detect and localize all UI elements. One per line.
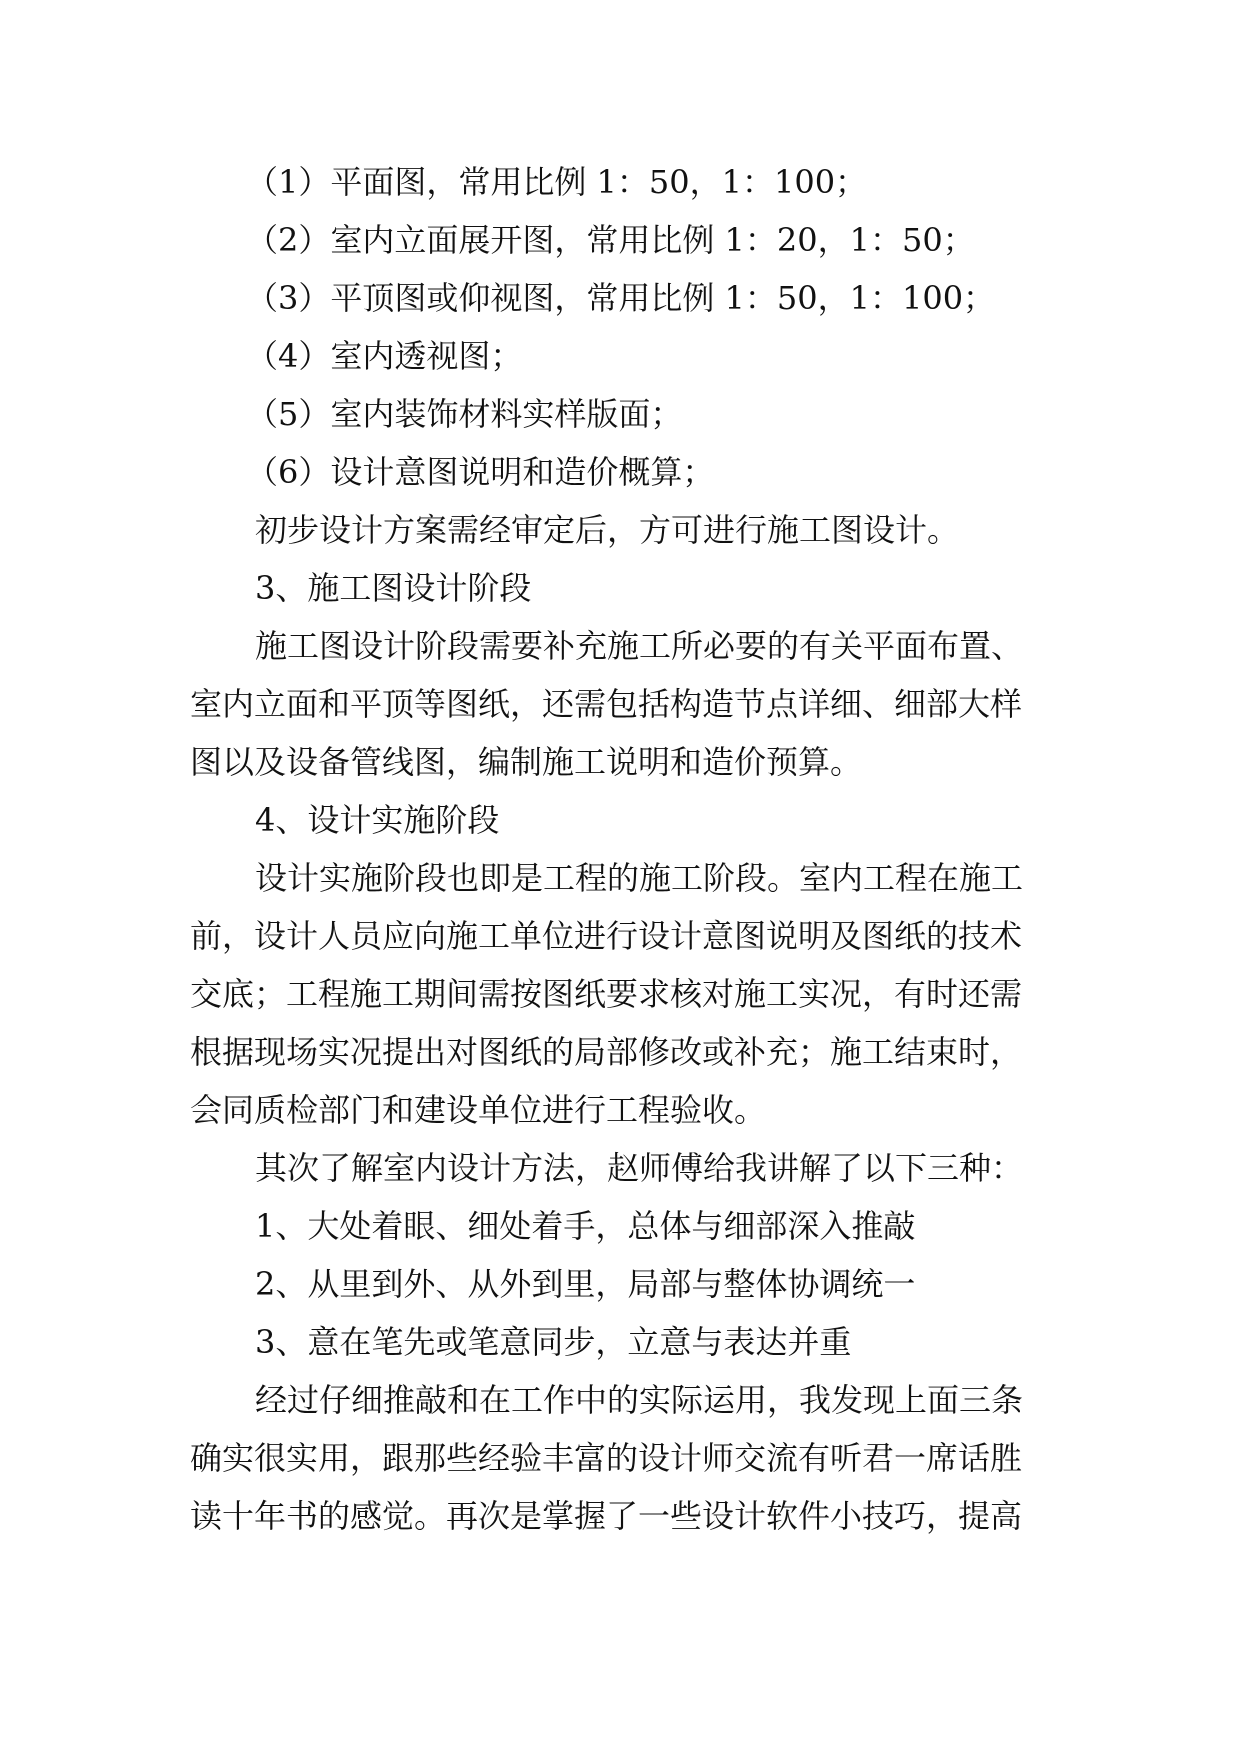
paragraph-line: 经过仔细推敲和在工作中的实际运用，我发现上面三条 [255, 1381, 1024, 1419]
list-item-perspective: （4）室内透视图； [246, 337, 523, 375]
paragraph-line: 会同质检部门和建设单位进行工程验收。 [190, 1091, 767, 1129]
paragraph-line: 设计实施阶段也即是工程的施工阶段。室内工程在施工 [255, 859, 1024, 897]
paragraph-line: 初步设计方案需经审定后，方可进行施工图设计。 [255, 511, 960, 549]
paragraph-line: 确实很实用，跟那些经验丰富的设计师交流有听君一席话胜 [190, 1439, 1023, 1477]
section-heading-construction-drawing: 3、施工图设计阶段 [255, 569, 532, 607]
list-item-elevation: （2）室内立面展开图，常用比例 1：20，1：50； [246, 221, 975, 259]
method-item-1: 1、大处着眼、细处着手，总体与细部深入推敲 [255, 1207, 916, 1245]
section-heading-implementation: 4、设计实施阶段 [255, 801, 500, 839]
method-item-2: 2、从里到外、从外到里，局部与整体协调统一 [255, 1265, 916, 1303]
paragraph-line: 室内立面和平顶等图纸，还需包括构造节点详细、细部大样 [190, 685, 1023, 723]
paragraph-line: 交底；工程施工期间需按图纸要求核对施工实况，有时还需 [190, 975, 1023, 1013]
paragraph-line: 前，设计人员应向施工单位进行设计意图说明及图纸的技术 [190, 917, 1023, 955]
method-item-3: 3、意在笔先或笔意同步，立意与表达并重 [255, 1323, 852, 1361]
paragraph-line: 根据现场实况提出对图纸的局部修改或补充；施工结束时， [190, 1033, 1023, 1071]
paragraph-line: 其次了解室内设计方法，赵师傅给我讲解了以下三种： [255, 1149, 1024, 1187]
list-item-design-intent: （6）设计意图说明和造价概算； [246, 453, 715, 491]
paragraph-line: 施工图设计阶段需要补充施工所必要的有关平面布置、 [255, 627, 1024, 665]
list-item-floor-plan: （1）平面图，常用比例 1：50，1：100； [246, 163, 868, 201]
paragraph-line: 读十年书的感觉。再次是掌握了一些设计软件小技巧，提高 [190, 1497, 1023, 1535]
list-item-material-board: （5）室内装饰材料实样版面； [246, 395, 683, 433]
paragraph-line: 图以及设备管线图，编制施工说明和造价预算。 [190, 743, 863, 781]
list-item-ceiling-plan: （3）平顶图或仰视图，常用比例 1：50，1：100； [246, 279, 996, 317]
